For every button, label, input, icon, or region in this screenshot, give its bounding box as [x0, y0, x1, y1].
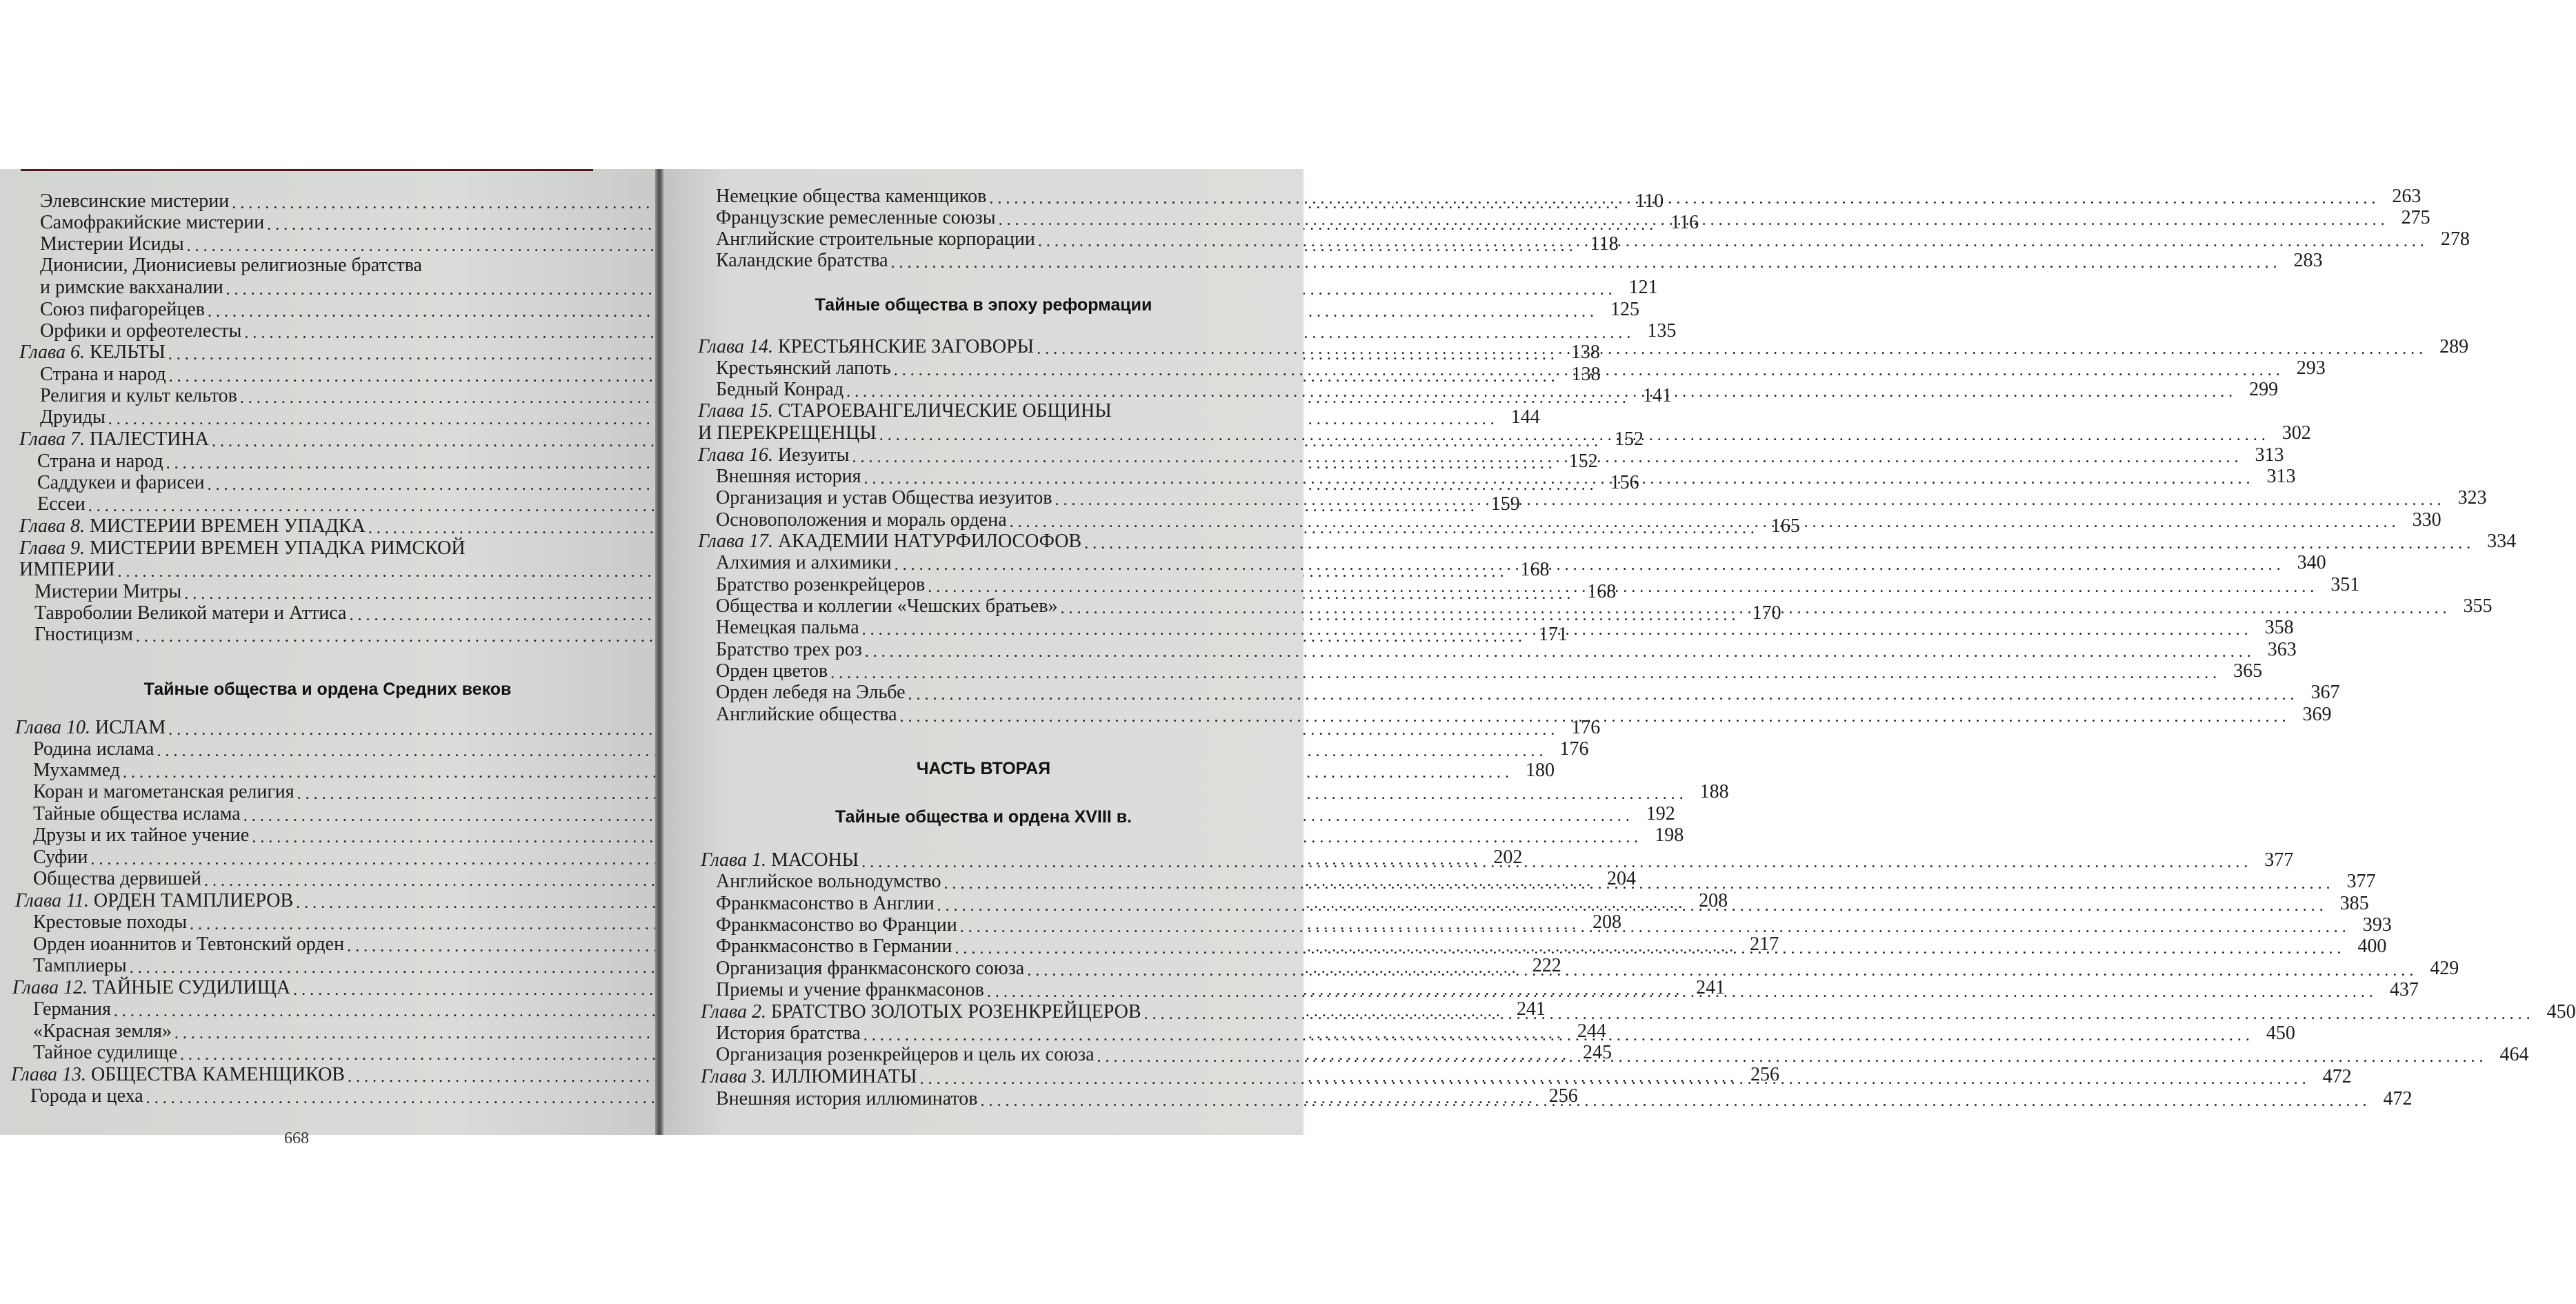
- toc-entry-label: [716, 936, 952, 957]
- toc-entry-title: Мистерии Митры: [34, 581, 182, 602]
- dot-leader: [863, 1027, 2254, 1044]
- toc-entry-label: [716, 250, 888, 271]
- dot-leader: [1038, 233, 2428, 250]
- toc-entry-title: и римские вакханалии: [40, 277, 223, 298]
- toc-page-number: 170: [1752, 602, 1781, 624]
- toc-chapter-entry[interactable]: [15, 717, 1601, 738]
- toc-entry-label: [40, 255, 590, 276]
- dot-leader: [1097, 1049, 2488, 1065]
- toc-chapter-entry[interactable]: [19, 538, 590, 559]
- toc-entry-label: [40, 213, 264, 233]
- toc-entry-title: ИМПЕРИИ: [19, 559, 115, 580]
- chapter-number: Глава 11.: [15, 890, 94, 911]
- toc-page-number: 208: [1592, 911, 1622, 933]
- toc-page-number: 110: [1635, 190, 1664, 212]
- toc-entry-title: И ПЕРЕКРЕЩЕНЦЫ: [698, 422, 877, 444]
- toc-entry-label: [40, 299, 205, 320]
- toc-entry[interactable]: [716, 639, 2297, 660]
- toc-entry-label: [716, 893, 935, 914]
- toc-entry-title: МИСТЕРИИ ВРЕМЕН УПАДКА РИМСКОЙ: [89, 537, 466, 559]
- toc-page-number: 222: [1532, 955, 1561, 976]
- toc-entry[interactable]: [716, 660, 2263, 682]
- toc-page-number: 275: [2401, 207, 2430, 228]
- toc-entry-label: [716, 704, 897, 725]
- toc-entry-label: [716, 871, 941, 892]
- toc-entry[interactable]: [40, 277, 1658, 298]
- dot-leader: [989, 190, 2379, 207]
- toc-entry-label: [701, 1067, 917, 1087]
- toc-page-number: 472: [2383, 1088, 2413, 1109]
- toc-entry-title: ПАЛЕСТИНА: [89, 428, 209, 450]
- toc-entry-label: [716, 510, 1007, 531]
- toc-entry-title: Французские ремесленные союзы: [716, 207, 996, 228]
- toc-page-number: 144: [1510, 406, 1540, 428]
- toc-page-number: 437: [2389, 979, 2419, 1000]
- toc-page-number: 340: [2297, 552, 2326, 573]
- toc-page-number: 168: [1520, 559, 1550, 580]
- toc-entry-label: [33, 912, 187, 933]
- toc-entry-label: [716, 553, 892, 573]
- toc-page-number: 393: [2362, 914, 2392, 936]
- toc-page-number: 377: [2346, 871, 2376, 892]
- toc-entry-label: [716, 1089, 978, 1109]
- toc-entry-label: [698, 337, 1034, 357]
- toc-page-number: 152: [1568, 451, 1598, 472]
- toc-entry-title: Тавроболии Великой матери и Аттиса: [34, 602, 347, 624]
- toc-page-number: 369: [2302, 704, 2332, 725]
- toc-entry-title: Иезуиты: [777, 444, 850, 466]
- toc-page-number: 156: [1610, 472, 1639, 493]
- dot-leader: [862, 622, 2253, 638]
- toc-page-number: 283: [2293, 250, 2323, 271]
- chapter-number: Глава 1.: [701, 849, 771, 871]
- toc-entry-title: Орфики и орфеотелесты: [40, 320, 242, 342]
- toc-page-number: 118: [1590, 233, 1619, 255]
- dot-leader: [943, 876, 2334, 892]
- toc-entry-label: [30, 1086, 143, 1107]
- toc-entry-title: Самофракийские мистерии: [40, 212, 265, 233]
- toc-page-number: 472: [2322, 1066, 2352, 1087]
- toc-entry-title: Английские строительные корпорации: [716, 228, 1035, 250]
- toc-page-number: 464: [2499, 1044, 2529, 1065]
- toc-entry-title: МИСТЕРИИ ВРЕМЕН УПАДКА: [89, 515, 366, 537]
- dot-leader: [987, 984, 2377, 1000]
- toc-entry-label: [716, 1023, 861, 1044]
- dot-leader: [1010, 514, 2400, 531]
- toc-page-number: 299: [2249, 379, 2279, 400]
- chapter-number: Глава 9.: [19, 537, 90, 559]
- toc-entry-label: [40, 277, 223, 298]
- chapter-number: Глава 10.: [15, 717, 95, 738]
- toc-entry-title: Франкмасонство в Германии: [716, 936, 952, 957]
- chapter-number: Глава 3.: [701, 1066, 771, 1087]
- toc-page-number: 138: [1571, 364, 1601, 385]
- toc-entry[interactable]: [40, 255, 590, 276]
- toc-page-number: 198: [1655, 824, 1684, 846]
- toc-entry-label: [716, 640, 862, 660]
- section-heading: Тайные общества и ордена XVIII в.: [835, 807, 1132, 827]
- toc-page-number: 125: [1610, 299, 1640, 320]
- chapter-number: Глава 16.: [698, 444, 778, 466]
- toc-page-number: 351: [2330, 574, 2360, 595]
- toc-page-number: 278: [2440, 228, 2470, 250]
- toc-entry-title: Английские общества: [716, 704, 897, 725]
- toc-entry-label: [716, 575, 925, 595]
- toc-entry-title: КЕЛЬТЫ: [89, 342, 166, 363]
- toc-entry-title: Бедный Конрад: [716, 379, 844, 400]
- toc-entry-title: Орден лебедя на Эльбе: [716, 682, 906, 703]
- toc-entry-label: [716, 661, 828, 682]
- toc-entry-title: Родина ислама: [33, 738, 154, 760]
- dot-leader: [861, 854, 2252, 871]
- toc-entry-title: Тайное судилище: [33, 1042, 178, 1063]
- dot-leader: [865, 644, 2255, 660]
- toc-page-number: 365: [2233, 660, 2263, 682]
- toc-entry-label: [716, 915, 957, 936]
- toc-entry-label: [33, 825, 249, 846]
- dot-leader: [894, 362, 2284, 379]
- section-heading: Тайные общества и ордена Средних веков: [143, 680, 512, 699]
- toc-entry-label: [40, 386, 237, 406]
- chapter-number: Глава 14.: [698, 336, 778, 357]
- toc-chapter-entry[interactable]: [698, 531, 2517, 552]
- toc-entry-label: [12, 978, 290, 998]
- toc-entry-title: ИЛЛЮМИНАТЫ: [770, 1066, 917, 1087]
- toc-page-number: 135: [1647, 320, 1677, 342]
- toc-entry-label: [33, 956, 127, 976]
- toc-entry-label: [37, 451, 163, 472]
- toc-entry[interactable]: [33, 781, 1729, 802]
- toc-entry-label: [698, 423, 877, 444]
- dot-leader: [999, 212, 2389, 228]
- toc-entry-label: [716, 186, 986, 207]
- toc-entry-title: Орден цветов: [716, 660, 828, 682]
- toc-page-number: 241: [1516, 998, 1546, 1020]
- section-heading: Тайные общества в эпоху реформации: [815, 295, 1152, 315]
- toc-page-number: 363: [2267, 639, 2297, 660]
- toc-page-number: 385: [2339, 893, 2369, 914]
- toc-entry-label: [40, 407, 106, 428]
- dot-leader: [955, 940, 2345, 957]
- toc-page-number: 263: [2392, 186, 2422, 207]
- toc-entry-title: ОБЩЕСТВА КАМЕНЩИКОВ: [90, 1064, 345, 1085]
- toc-page-number: 176: [1559, 738, 1589, 760]
- toc-page-number: 334: [2487, 531, 2517, 552]
- page-folio: 668: [284, 1129, 309, 1147]
- toc-entry-title: Мухаммед: [33, 760, 120, 781]
- chapter-number: Глава 17.: [698, 531, 778, 552]
- toc-entry-label: [40, 191, 229, 212]
- toc-entry-label: [34, 582, 181, 602]
- toc-page-number: 330: [2412, 509, 2442, 531]
- toc-entry-title: Английское вольнодумство: [716, 871, 941, 892]
- toc-entry-label: [19, 560, 114, 580]
- toc-entry-title: МАСОНЫ: [770, 849, 859, 871]
- dot-leader: [920, 1071, 2310, 1087]
- toc-entry-label: [698, 531, 1081, 552]
- toc-page-number: 313: [2266, 466, 2296, 487]
- toc-entry-title: Германия: [33, 998, 111, 1020]
- chapter-number: Глава 13.: [11, 1064, 91, 1085]
- toc-page-number: 180: [1526, 760, 1555, 781]
- toc-entry-label: [716, 466, 861, 487]
- toc-page-number: 116: [1670, 212, 1699, 233]
- dot-leader: [830, 665, 2221, 682]
- toc-entry-label: [40, 364, 166, 385]
- toc-entry-label: [701, 850, 859, 871]
- toc-entry-label: [33, 804, 241, 824]
- toc-entry-title: Внешняя история: [716, 466, 861, 487]
- toc-entry-label: [33, 869, 201, 889]
- chapter-number: Глава 15.: [698, 400, 778, 422]
- toc-entry-label: [33, 782, 294, 802]
- toc-entry-label: [716, 379, 843, 400]
- chapter-number: Глава 6.: [19, 342, 90, 363]
- toc-entry-title: Друзы и их тайное учение: [33, 824, 250, 846]
- toc-entry-label: [716, 618, 859, 638]
- toc-entry-title: Дионисии, Дионисиевы религиозные братства: [40, 255, 422, 276]
- toc-entry-title: АКАДЕМИИ НАТУРФИЛОСОФОВ: [777, 531, 1082, 552]
- toc-entry-label: [698, 401, 1280, 422]
- toc-entry-title: Страна и народ: [40, 364, 166, 385]
- toc-entry-label: [34, 624, 133, 645]
- toc-entry-title: Франкмасонство в Англии: [716, 893, 935, 914]
- dot-leader: [846, 384, 2237, 400]
- toc-entry-title: «Красная земля»: [33, 1020, 172, 1042]
- dot-leader: [891, 255, 2282, 271]
- toc-entry-label: [11, 1065, 345, 1085]
- toc-entry-title: Друиды: [40, 406, 106, 428]
- toc-entry-label: [33, 739, 154, 760]
- toc-page-number: 450: [2266, 1023, 2295, 1044]
- toc-page-number: 429: [2430, 958, 2459, 979]
- toc-page-number: 355: [2463, 595, 2493, 617]
- toc-entry-title: Города и цеха: [30, 1085, 143, 1107]
- toc-entry-title: Крестьянский лапоть: [716, 357, 891, 379]
- toc-page-number: 241: [1696, 977, 1726, 998]
- dot-leader: [937, 898, 2328, 914]
- toc-page-number: 208: [1699, 890, 1728, 911]
- chapter-number: Глава 8.: [19, 515, 90, 537]
- toc-page-number: 138: [1570, 342, 1600, 363]
- toc-page-number: 358: [2264, 617, 2294, 638]
- toc-entry-title: Основоположения и мораль ордена: [716, 509, 1007, 531]
- toc-entry-title: Крестовые походы: [33, 911, 188, 933]
- toc-entry[interactable]: [716, 682, 2340, 703]
- toc-entry-label: [33, 999, 111, 1020]
- toc-page-number: 244: [1577, 1020, 1606, 1042]
- toc-page-number: 141: [1642, 385, 1672, 406]
- dot-leader: [1144, 1006, 2535, 1023]
- toc-entry-title: Франкмасонство во Франции: [716, 914, 957, 936]
- toc-entry-title: Саддукеи и фарисеи: [37, 472, 205, 493]
- toc-entry-title: История братства: [716, 1023, 861, 1044]
- toc-entry-title: Мистерии Исиды: [40, 233, 184, 255]
- dot-leader: [928, 579, 2318, 595]
- toc-entry-title: Организация розенкрейцеров и цель их союза: [716, 1044, 1095, 1065]
- top-rule: [21, 169, 593, 171]
- toc-page-number: 165: [1770, 515, 1800, 537]
- toc-entry-title: Общества и коллегии «Чешских братьев»: [716, 595, 1058, 617]
- toc-entry-title: Братство трех роз: [716, 639, 862, 660]
- toc-entry-title: Союз пифагорейцев: [40, 299, 206, 320]
- toc-page-number: 302: [2282, 422, 2311, 444]
- toc-entry-label: [37, 494, 86, 515]
- toc-page-number: 256: [1548, 1085, 1578, 1107]
- toc-entry-label: [19, 516, 366, 537]
- toc-entry-title: ТАЙНЫЕ СУДИЛИЩА: [92, 977, 291, 998]
- chapter-number: Глава 12.: [12, 977, 92, 998]
- toc-entry-title: КРЕСТЬЯНСКИЕ ЗАГОВОРЫ: [777, 336, 1035, 357]
- toc-entry[interactable]: [716, 250, 2323, 271]
- toc-entry-label: [19, 342, 166, 363]
- toc-entry-label: [40, 234, 184, 255]
- dot-leader: [1061, 600, 2451, 617]
- toc-entry-title: Орден иоаннитов и Тевтонский орден: [33, 933, 345, 955]
- toc-entry-label: [33, 1021, 172, 1042]
- toc-entry-label: [33, 1043, 177, 1063]
- toc-page-number: 217: [1750, 933, 1779, 955]
- toc-entry-title: БРАТСТВО ЗОЛОТЫХ РОЗЕНКРЕЙЦЕРОВ: [770, 1001, 1141, 1023]
- toc-entry-label: [716, 488, 1052, 508]
- toc-entry-title: Общества дервишей: [33, 868, 201, 889]
- toc-entry-title: Организация франкмасонского союза: [716, 958, 1025, 979]
- chapter-number: Глава 7.: [19, 428, 90, 450]
- dot-leader: [960, 919, 2350, 936]
- toc-entry-label: [716, 358, 891, 379]
- toc-page-number: 152: [1614, 428, 1644, 450]
- toc-entry-label: [716, 229, 1035, 250]
- toc-page-number: 159: [1490, 493, 1520, 515]
- toc-entry[interactable]: [33, 738, 1589, 760]
- toc-entry-title: ОРДЕН ТАМПЛИЕРОВ: [93, 890, 294, 911]
- toc-page-number: 171: [1538, 624, 1568, 645]
- toc-entry-title: Приемы и учение франкмасонов: [716, 979, 984, 1000]
- toc-page-number: 245: [1583, 1042, 1613, 1063]
- toc-page-number: 256: [1750, 1064, 1779, 1085]
- toc-entry-title: ИСЛАМ: [94, 717, 166, 738]
- toc-page-number: 188: [1699, 781, 1729, 802]
- toc-entry-label: [19, 429, 209, 450]
- toc-page-number: 367: [2310, 682, 2340, 703]
- toc-entry-label: [15, 891, 293, 911]
- toc-entry-label: [716, 980, 984, 1000]
- toc-entry-title: Каландские братства: [716, 250, 888, 271]
- toc-entry-label: [34, 603, 346, 624]
- toc-page-number: 450: [2546, 1001, 2576, 1023]
- toc-entry[interactable]: [33, 824, 1684, 846]
- toc-page-number: 202: [1493, 847, 1523, 868]
- toc-page-number: 289: [2439, 336, 2469, 357]
- dot-leader: [900, 709, 2290, 725]
- toc-entry-label: [33, 847, 88, 868]
- toc-entry-label: [701, 1002, 1141, 1023]
- toc-page-number: 293: [2296, 357, 2326, 379]
- toc-page-number: 192: [1646, 803, 1675, 824]
- toc-page-number: 204: [1606, 868, 1636, 889]
- toc-entry-label: [37, 473, 205, 493]
- toc-entry-title: Элевсинские мистерии: [40, 190, 230, 212]
- toc-entry[interactable]: [40, 320, 1677, 342]
- toc-entry-label: [698, 445, 849, 466]
- toc-page-number: 176: [1571, 717, 1601, 738]
- book-gutter: [655, 169, 663, 1135]
- toc-entry-title: Коран и магометанская религия: [33, 781, 294, 802]
- toc-entry[interactable]: [716, 704, 2332, 725]
- toc-page-number: 400: [2357, 936, 2387, 957]
- toc-page-number: 323: [2457, 487, 2487, 508]
- dot-leader: [1055, 492, 2445, 508]
- toc-entry-title: Братство розенкрейцеров: [716, 574, 926, 595]
- toc-entry-title: Организация и устав Общества иезуитов: [716, 487, 1052, 508]
- toc-entry-title: Страна и народ: [37, 451, 163, 472]
- toc-entry-label: [33, 934, 344, 955]
- toc-page-number: 121: [1628, 277, 1658, 298]
- dot-leader: [908, 686, 2299, 703]
- toc-entry-title: Немецкая пальма: [716, 617, 859, 638]
- toc-chapter-entry[interactable]: [698, 401, 1280, 422]
- toc-entry-label: [716, 682, 906, 703]
- toc-entry-title: СТАРОЕВАНГЕЛИЧЕСКИЕ ОБЩИНЫ: [777, 400, 1112, 422]
- toc-entry-title: Немецкие общества каменщиков: [716, 186, 987, 207]
- toc-entry-label: [33, 760, 120, 781]
- dot-leader: [1027, 962, 2417, 979]
- dot-leader: [895, 557, 2285, 573]
- section-heading: ЧАСТЬ ВТОРАЯ: [916, 759, 1051, 778]
- toc-entry-title: Тайные общества ислама: [33, 803, 241, 824]
- dot-leader: [1037, 341, 2427, 357]
- toc-entry-title: Алхимия и алхимики: [716, 552, 892, 573]
- toc-entry-title: Гностицизм: [34, 624, 133, 645]
- toc-entry-label: [40, 321, 241, 342]
- toc-entry-label: [716, 596, 1058, 617]
- toc-entry-title: Ессеи: [37, 493, 86, 515]
- toc-entry-title: Внешняя история иллюминатов: [716, 1088, 978, 1109]
- toc-page-number: 377: [2264, 849, 2294, 871]
- toc-entry-label: [19, 538, 590, 559]
- toc-entry-label: [716, 1045, 1095, 1065]
- dot-leader: [1084, 535, 2475, 552]
- toc-entry-title: Религия и культ кельтов: [40, 385, 237, 406]
- dot-leader: [852, 449, 2242, 466]
- toc-page-number: 313: [2255, 444, 2284, 466]
- chapter-number: Глава 2.: [701, 1001, 771, 1023]
- toc-entry-label: [716, 208, 996, 228]
- toc-entry-label: [15, 718, 166, 738]
- toc-entry-title: Тамплиеры: [33, 955, 127, 976]
- dot-leader: [981, 1093, 2371, 1109]
- dot-leader: [864, 471, 2255, 487]
- toc-entry-title: Суфии: [33, 847, 88, 868]
- toc-page-number: 168: [1587, 581, 1617, 602]
- toc-entry-label: [716, 958, 1024, 979]
- dot-leader: [879, 427, 2270, 444]
